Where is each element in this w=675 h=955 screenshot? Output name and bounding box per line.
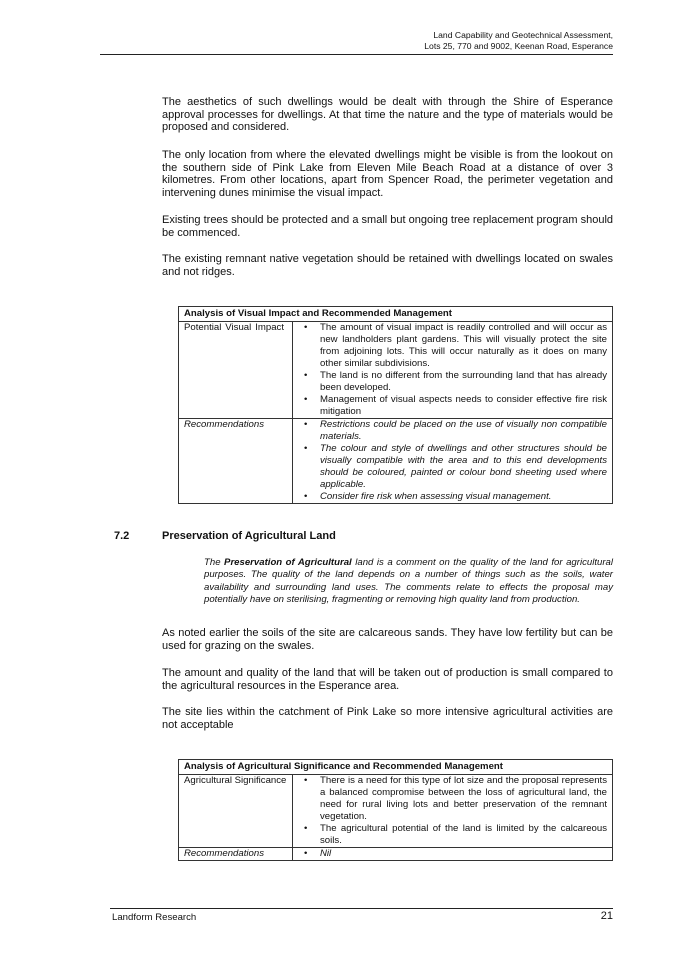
list-item: • Management of visual aspects needs to consider effective fire risk mitigation xyxy=(304,394,607,417)
row-label: Recommendations xyxy=(179,419,293,504)
page-header xyxy=(193,30,613,52)
visual-impact-table xyxy=(178,306,613,504)
list-item: • Restrictions could be placed on the use of visually non compatible materials. xyxy=(304,419,607,442)
section-note: The Preservation of Agricultural land is a comment on the quality of the land for agricultural purposes. The quality of the land depends on a number of things such as the soils, water availability and surrounding land uses. The comments relate to effects the proposal may potentially have on sterilising, fragmenting or removing high quality land from production. xyxy=(204,557,613,606)
footer-publisher: Landform Research xyxy=(112,912,197,923)
table-title: Analysis of Agricultural Significance and Recommended Management xyxy=(179,760,613,775)
paragraph: The only location from where the elevated dwellings might be visible is from the lookout on the southern side of Pink Lake from Eleven Mile Beach Road at a distance of over 3 kilometres. From other locations, apart from Spencer Road, the perimeter vegetation and intervening dunes minimise the visual impact. xyxy=(162,149,613,200)
list-item: • The agricultural potential of the land is limited by the calcareous soils. xyxy=(304,823,607,846)
table-row xyxy=(179,419,613,504)
list-item: • The land is no different from the surrounding land that has already been developed. xyxy=(304,370,607,393)
list-item: • Nil xyxy=(304,848,332,859)
table-row xyxy=(179,322,613,419)
list-item: • Consider fire risk when assessing visual management. xyxy=(304,491,552,502)
paragraph: The site lies within the catchment of Pink Lake so more intensive agricultural activities are not acceptable xyxy=(162,706,613,731)
list-item: • The amount of visual impact is readily controlled and will occur as new landholders plant gardens. This will visually protect the site from adjoining lots. This will occur naturally as it does on many other similar subdivisions. xyxy=(304,322,607,369)
row-label: Agricultural Significance xyxy=(179,775,293,848)
row-content xyxy=(293,848,613,861)
paragraph: The amount and quality of the land that will be taken out of production is small compared to the agricultural resources in the Esperance area. xyxy=(162,667,613,692)
page-number: 21 xyxy=(600,910,613,922)
list-item: • The colour and style of dwellings and other structures should be visually compatible with the area and to this end developments should be coloured, painted or colour bond sheeting used where applicable. xyxy=(304,443,607,490)
row-label: Recommendations xyxy=(179,848,293,861)
section-title: Preservation of Agricultural Land xyxy=(162,530,336,542)
footer-rule xyxy=(110,908,613,909)
row-content xyxy=(293,419,613,504)
table-row xyxy=(179,775,613,848)
row-content xyxy=(293,775,613,848)
paragraph: The aesthetics of such dwellings would be dealt with through the Shire of Esperance approval processes for dwellings. At that time the nature and the type of materials would be proposed and considered. xyxy=(162,96,613,134)
header-line-2: Lots 25, 770 and 9002, Keenan Road, Esperance xyxy=(424,41,613,51)
agricultural-significance-table xyxy=(178,759,613,861)
paragraph: The existing remnant native vegetation should be retained with dwellings located on swales and not ridges. xyxy=(162,253,613,278)
header-rule xyxy=(100,54,613,55)
row-content xyxy=(293,322,613,419)
list-item: • There is a need for this type of lot size and the proposal represents a balanced compromise between the loss of agricultural land, the need for rural living lots and better preservation of the remnant vegetation. xyxy=(304,775,607,822)
section-heading xyxy=(114,530,336,542)
paragraph: Existing trees should be protected and a small but ongoing tree replacement program should be commenced. xyxy=(162,214,613,239)
header-line-1: Land Capability and Geotechnical Assessment, xyxy=(433,30,613,40)
row-label: Potential Visual Impact xyxy=(179,322,293,419)
section-number: 7.2 xyxy=(114,530,130,542)
paragraph: As noted earlier the soils of the site are calcareous sands. They have low fertility but can be used for grazing on the swales. xyxy=(162,627,613,652)
table-row xyxy=(179,848,613,861)
table-title: Analysis of Visual Impact and Recommended Management xyxy=(179,307,613,322)
note-bold-term: Preservation of Agricultural xyxy=(224,557,352,568)
